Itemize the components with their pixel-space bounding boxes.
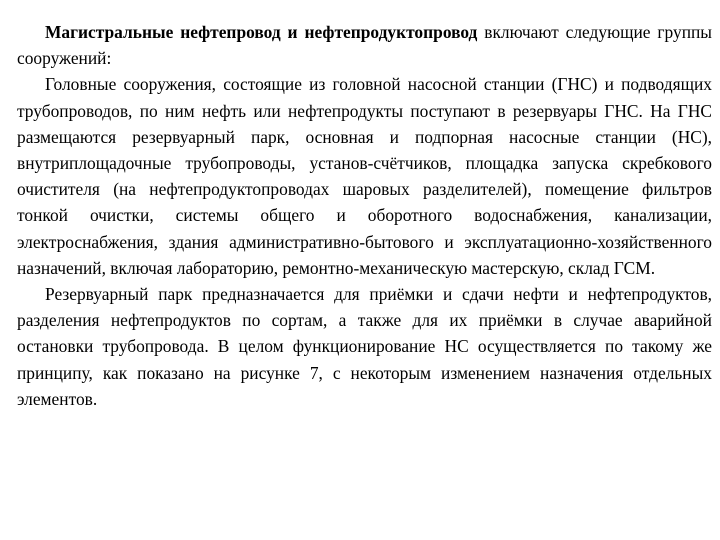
paragraph-intro-bold-term: Магистральные нефтепровод и нефтепродуктопровод: [45, 22, 478, 42]
paragraph-tank-farm: [17, 281, 712, 412]
paragraph-tank-farm-text: Резервуарный парк предназначается для приёмки и сдачи нефти и нефтепродуктов, разделения нефтепродуктов по сортам, а также для их приёмки в случае аварийной остановки трубопровода. В целом функционирование НС осуществляется по такому же принципу, как показано на рисунке 7, с некоторым изменением назначения отдельных элементов.: [17, 284, 712, 409]
paragraph-intro: [17, 19, 712, 71]
document-body: [17, 19, 712, 412]
paragraph-head-facilities-text: Головные сооружения, состоящие из головной насосной станции (ГНС) и подводящих трубопроводов, по ним нефть или нефтепродукты поступают в резервуары ГНС. На ГНС размещаются резервуарный парк, основная и подпорная насосные станции (НС), внутриплощадочные трубопроводы, установ-счётчиков, площадка запуска скребкового очистителя (на нефтепродуктопроводах шаровых разделителей), помещение фильтров тонкой очистки, системы общего и оборотного водоснабжения, канализации, электроснабжения, здания административно-бытового и эксплуатационно-хозяйственного назначений, включая лабораторию, ремонтно-механическую мастерскую, склад ГСМ.: [17, 74, 712, 278]
paragraph-head-facilities: [17, 71, 712, 281]
paragraph-intro-text: включают следующие группы сооружений:: [17, 22, 712, 69]
